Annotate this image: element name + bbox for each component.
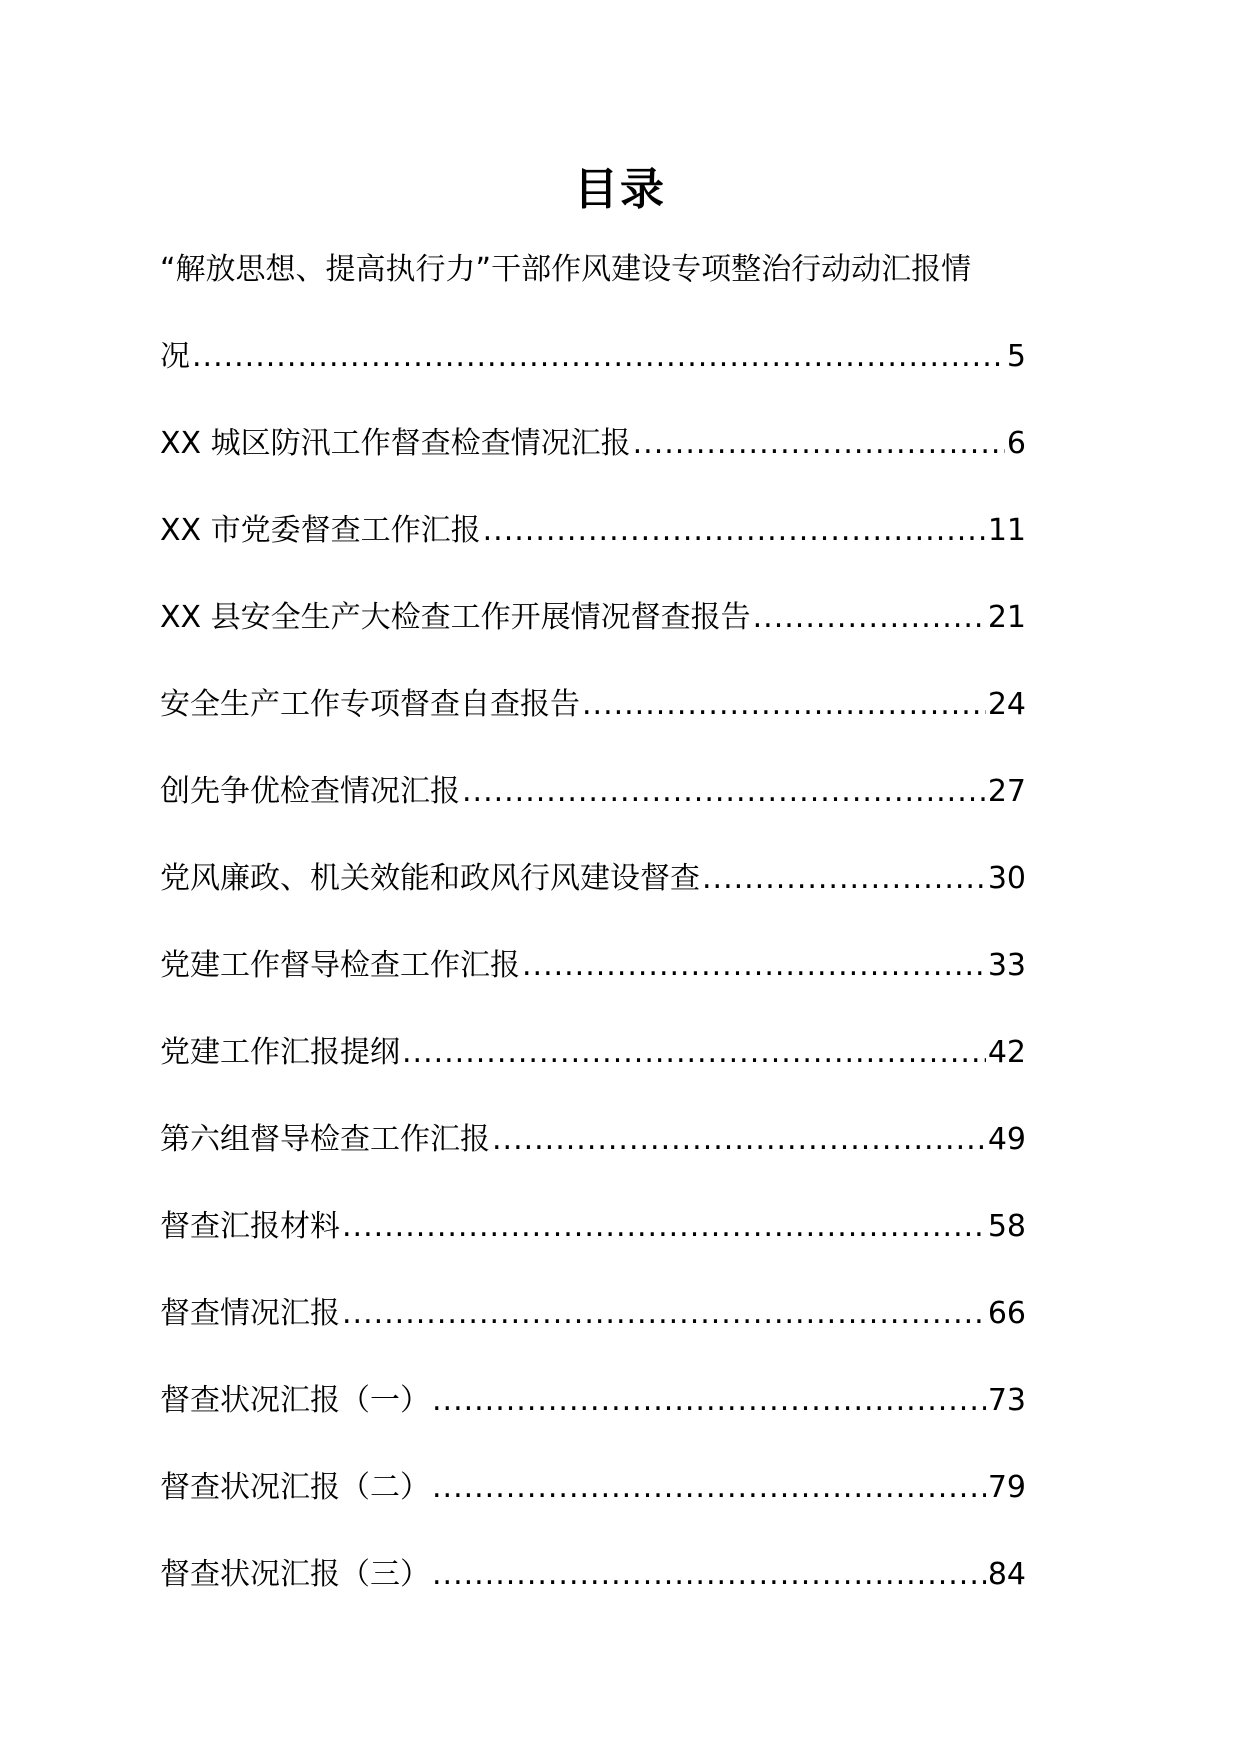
toc-title: 目录 [574,164,666,215]
toc-entry-line [160,1207,1026,1247]
toc-entry-text-line1: “解放思想、提高执行力”干部作风建设专项整治行动动汇报情 [160,252,972,287]
toc-leader-dots [582,685,986,725]
toc-leader-dots [522,946,986,986]
toc-entry[interactable] [160,250,1026,377]
toc-entry-text: 督查情况汇报 [160,1296,340,1331]
toc-leader-dots [492,1120,986,1160]
toc-entry[interactable] [160,1294,1026,1334]
toc-leader-dots [402,1033,986,1073]
toc-entry-text: 督查汇报材料 [160,1209,340,1244]
toc-entry-page: 66 [987,1296,1026,1331]
toc-entry-page: 27 [987,774,1026,809]
toc-entry-text: 第六组督导检查工作汇报 [160,1122,490,1157]
toc-entry-page: 33 [987,948,1026,983]
toc-entry-line [160,1381,1026,1421]
toc-entry-text: 督查状况汇报（三） [160,1557,430,1592]
toc-entry-text: XX 城区防汛工作督查检查情况汇报 [160,426,631,461]
toc-leader-dots [192,337,1005,377]
toc-entry-line [160,1033,1026,1073]
toc-entry-text: XX 县安全生产大检查工作开展情况督查报告 [160,600,751,635]
toc-entry-line [160,1468,1026,1508]
toc-entry[interactable] [160,1555,1026,1595]
toc-entry-page: 58 [987,1209,1026,1244]
toc-entry-text: XX 市党委督查工作汇报 [160,513,481,548]
toc-entry-line [160,424,1026,464]
toc-entry-page: 24 [987,687,1026,722]
toc-entry-text: 况 [160,339,190,374]
toc-entry[interactable] [160,946,1026,986]
toc-entry-line [160,1120,1026,1160]
toc-entry-line [160,859,1026,899]
toc-entry-text: 创先争优检查情况汇报 [160,774,460,809]
toc-entry[interactable] [160,1120,1026,1160]
toc-entry-line [160,1294,1026,1334]
toc-entry-line [160,511,1026,551]
toc-entry-page: 73 [987,1383,1026,1418]
toc-entry-text: 党风廉政、机关效能和政风行风建设督查 [160,861,700,896]
toc-leader-dots [432,1468,986,1508]
toc-entry[interactable] [160,598,1026,638]
toc-entry[interactable] [160,859,1026,899]
toc-entry-line [160,685,1026,725]
toc-entry-text: 党建工作汇报提纲 [160,1035,400,1070]
toc-entry-page: 6 [1006,426,1026,461]
toc-leader-dots [432,1555,986,1595]
toc-leader-dots [633,424,1005,464]
toc-entry-page: 30 [987,861,1026,896]
toc-leader-dots [753,598,986,638]
toc-entry[interactable] [160,772,1026,812]
toc-entry[interactable] [160,1033,1026,1073]
toc-entry-line [160,772,1026,812]
toc-entry-text: 党建工作督导检查工作汇报 [160,948,520,983]
toc-entry-page: 11 [987,513,1026,548]
toc-leader-dots [342,1207,986,1247]
toc-leader-dots [483,511,986,551]
toc-leader-dots [342,1294,986,1334]
toc-entry[interactable] [160,1468,1026,1508]
toc-entry[interactable] [160,511,1026,551]
toc-entry-line [160,598,1026,638]
toc-entry-page: 5 [1006,339,1026,374]
toc-list [160,250,1090,1642]
toc-leader-dots [432,1381,986,1421]
toc-entry-text: 督查状况汇报（二） [160,1470,430,1505]
toc-entry-line [160,1555,1026,1595]
toc-entry-line [160,337,1026,377]
toc-entry-line [160,946,1026,986]
toc-entry[interactable] [160,1207,1026,1247]
toc-entry-page: 49 [987,1122,1026,1157]
toc-entry[interactable] [160,1381,1026,1421]
toc-entry-text: 督查状况汇报（一） [160,1383,430,1418]
toc-entry-page: 42 [987,1035,1026,1070]
toc-entry-page: 21 [987,600,1026,635]
toc-leader-dots [702,859,986,899]
toc-entry[interactable] [160,424,1026,464]
toc-entry-page: 79 [987,1470,1026,1505]
toc-entry[interactable] [160,685,1026,725]
toc-entry-page: 84 [987,1557,1026,1592]
toc-leader-dots [462,772,986,812]
toc-entry-text: 安全生产工作专项督查自查报告 [160,687,580,722]
